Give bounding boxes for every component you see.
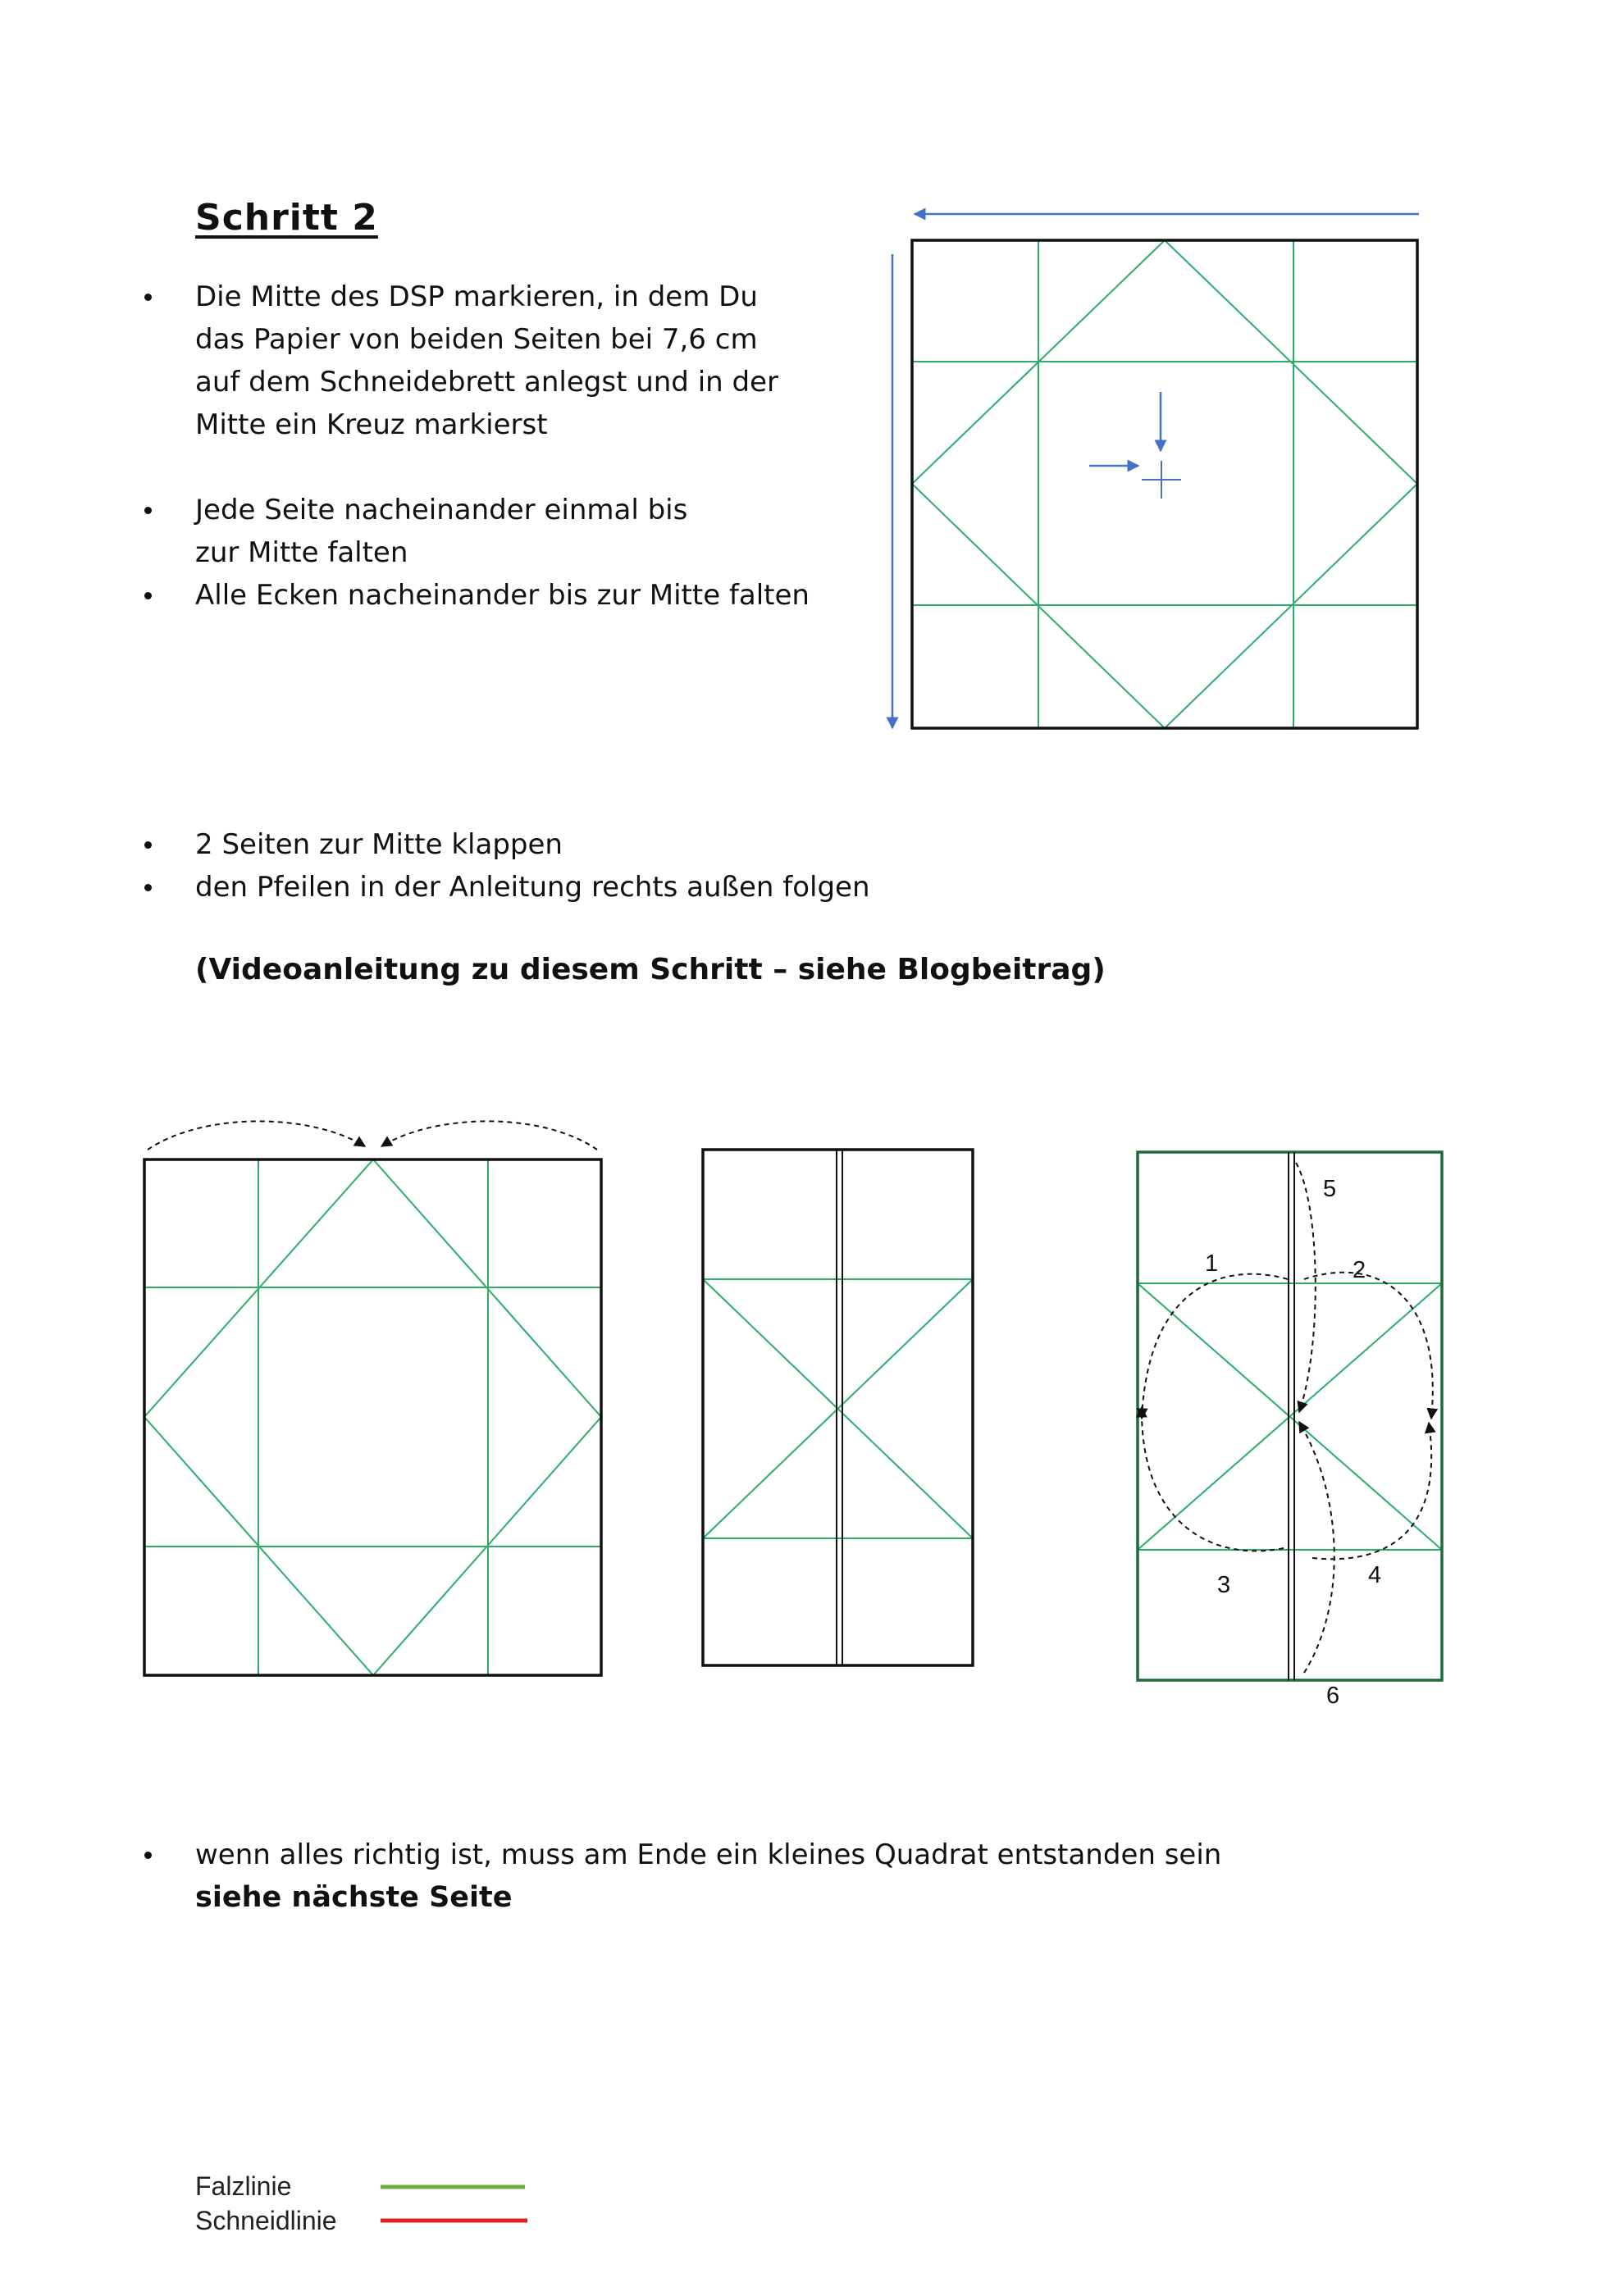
instruction-item-follow-arrows: den Pfeilen in der Anleitung rechts außen folgen (195, 866, 870, 909)
fold-number-5: 5 (1323, 1176, 1337, 1202)
paper-outline (912, 240, 1417, 728)
next-page-note: siehe nächste Seite (195, 1881, 513, 1914)
fold-number-4: 4 (1368, 1562, 1382, 1588)
step-title: Schritt 2 (195, 197, 378, 239)
instruction-item-fold-two-sides: 2 Seiten zur Mitte klappen (195, 823, 870, 866)
instruction-item-final-square: wenn alles richtig ist, muss am Ende ein kleines Quadrat entstanden sein (195, 1834, 1221, 1876)
fold-lines (703, 1279, 973, 1538)
instruction-item-fold-sides: Jede Seite nacheinander einmal bis zur Mitte falten (195, 489, 810, 574)
instruction-item-mark-center: Die Mitte des DSP markieren, in dem Du das Papier von beiden Seiten bei 7,6 cm auf dem Schneidebrett anlegst und in der Mitte ein Kreuz markierst (195, 276, 810, 446)
fold-lines (144, 1159, 601, 1675)
fold-lines (912, 240, 1417, 728)
figure-square-center-mark (892, 214, 1419, 728)
dashed-arrow-right (381, 1121, 597, 1150)
figure-square-fold-top (144, 1121, 601, 1675)
dashed-arrow-left (148, 1121, 365, 1150)
video-note: (Videoanleitung zu diesem Schritt – siehe Blogbeitrag) (195, 953, 1106, 986)
fold-number-3: 3 (1217, 1572, 1231, 1598)
instruction-item-fold-corners: Alle Ecken nacheinander bis zur Mitte falten (195, 574, 810, 617)
paper-outline (703, 1150, 973, 1665)
figure-numbered-folds (1138, 1152, 1442, 1680)
fold-number-2: 2 (1353, 1257, 1366, 1283)
fold-number-6: 6 (1326, 1683, 1340, 1709)
fold-number-1: 1 (1205, 1250, 1219, 1277)
figure-folded-rectangle (703, 1150, 973, 1665)
fold-lines (1138, 1283, 1442, 1550)
paper-outline (144, 1159, 601, 1675)
legend-fold-label: Falzlinie (195, 2171, 292, 2201)
legend-cut-label: Schneidlinie (195, 2206, 337, 2235)
